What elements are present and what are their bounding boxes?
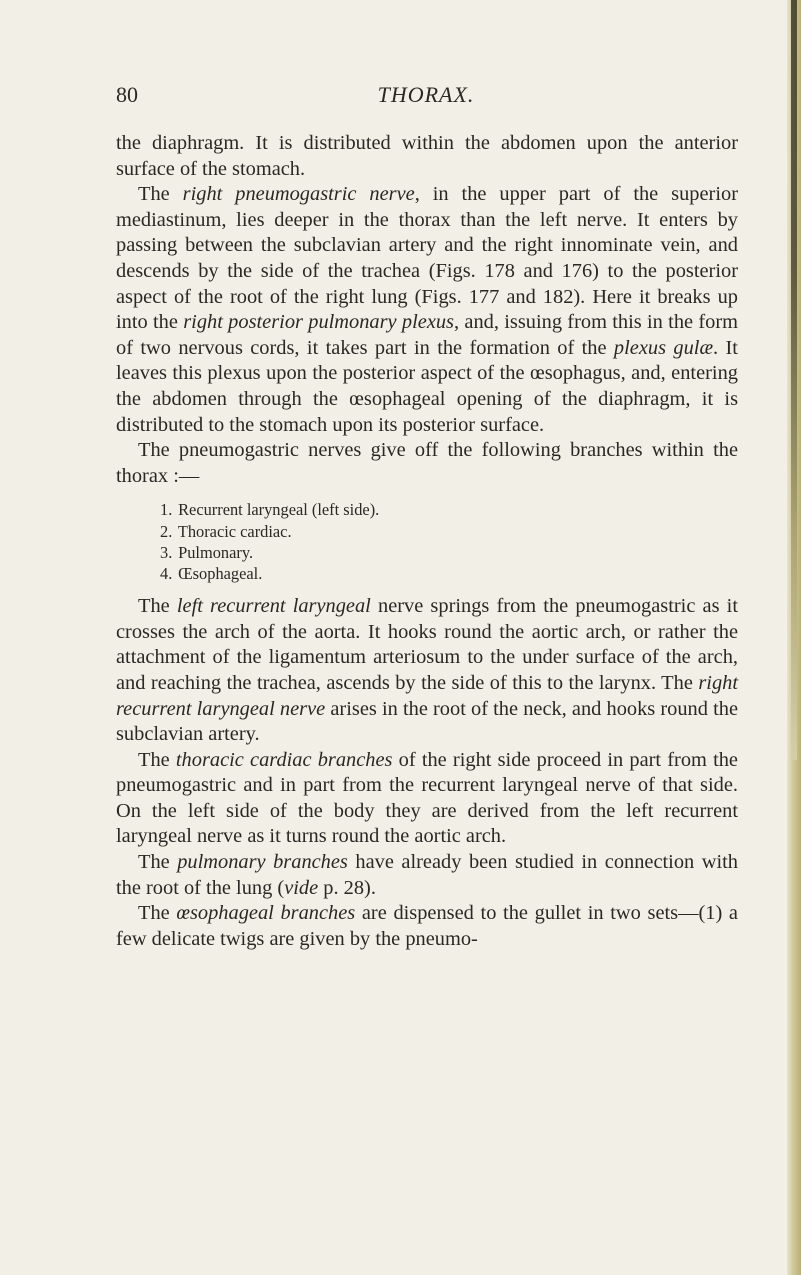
text-run: The [138, 851, 178, 874]
text-run: have already been studied in connection with the root of the lung ( [116, 851, 738, 899]
list-number: 1. [160, 500, 173, 520]
text-run: , in the upper part of the superior mediastinum, lies deeper in the thorax than the left nerve. It enters by passing between the subclavian artery and the right innominate vein, and descends by the side of the trachea (Figs. 178 and 176) to the posterior aspect of the root of the right lung (Figs. 177 and 182). Here it breaks up into the [116, 183, 738, 334]
paragraph-oesophageal [116, 901, 738, 952]
text-run: , and, issuing from this in the form of two nervous cords, it takes part in the formation of the [116, 311, 738, 359]
body-text [116, 131, 738, 952]
term-left-recurrent-laryngeal: left recurrent laryngeal [176, 595, 371, 618]
term-right-recurrent-laryngeal-nerve: right recurrent laryngeal nerve [116, 671, 738, 720]
term-pulmonary-branches: pulmonary branches [177, 851, 348, 874]
text-run: The [138, 748, 176, 771]
list-label: Œsophageal. [178, 563, 263, 583]
text-run: nerve springs from the pneumogastric as it crosses the arch of the aorta. It hooks round the aortic arch, or rather the attachment of the ligamentum arteriosum to the under surface of the arch, and reaching the trachea, ascends by the side of this to the larynx. The [116, 595, 738, 694]
text-run: The [138, 902, 177, 925]
paragraph-1: the diaphragm. It is distributed within the abdomen upon the anterior surface of the stomach. [116, 132, 738, 180]
list-number: 3. [160, 542, 173, 562]
term-oesophageal-branches: œsophageal branches [176, 902, 356, 925]
paragraph-branches-intro: The pneumogastric nerves give off the following branches within the thorax :— [116, 439, 738, 487]
paragraph-right-pneumogastric [116, 182, 738, 438]
running-title: THORAX. [377, 82, 475, 107]
term-plexus-gulae: plexus gulæ [613, 336, 714, 359]
page-header [116, 82, 736, 112]
list-label: Recurrent laryngeal (left side). [178, 500, 380, 520]
list-number: 4. [160, 563, 173, 583]
text-run: arises in the root of the neck, and hooks round the subclavian artery. [116, 697, 739, 746]
paragraph-thoracic-cardiac [116, 748, 738, 850]
list-label: Pulmonary. [178, 542, 254, 562]
term-thoracic-cardiac-branches: thoracic cardiac branches [175, 748, 393, 771]
text-run: of the right side proceed in part from the pneumogastric and in part from the recurrent laryngeal nerve of that side. On the left side of the body they are derived from the left recurrent laryngeal nerve as it turns round the aortic arch. [116, 748, 738, 848]
list-item [160, 499, 738, 520]
list-item [160, 542, 738, 563]
term-right-pneumogastric-nerve: right pneumogastric nerve [182, 183, 415, 206]
list-item [160, 521, 738, 542]
text-run: . It leaves this plexus upon the posterior aspect of the œsophagus, and, entering the abdomen through the œsophageal opening of the diaphragm, it is distributed to the stomach upon its posterior surface. [116, 336, 738, 436]
text-run: The [138, 183, 183, 206]
text-run: are dispensed to the gullet in two sets—(1) a few delicate twigs are given by the pneumo- [116, 902, 738, 950]
page-edge-shadow [791, 0, 797, 760]
term-vide: vide [284, 876, 319, 899]
paragraph-pulmonary [116, 850, 738, 901]
branch-list [116, 499, 738, 584]
list-number: 2. [160, 521, 173, 541]
text-run: The [138, 595, 177, 618]
list-label: Thoracic cardiac. [177, 521, 292, 541]
term-right-posterior-pulmonary-plexus: right posterior pulmonary plexus [183, 311, 454, 334]
text-run: p. 28). [318, 876, 376, 899]
list-item [160, 563, 738, 584]
paragraph-recurrent-laryngeal [116, 594, 738, 748]
page-number: 80 [116, 82, 138, 107]
